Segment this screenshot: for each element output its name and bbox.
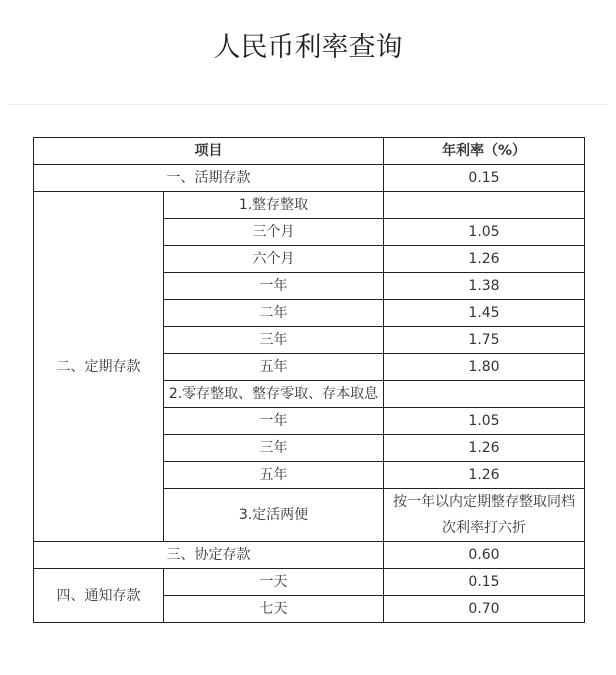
term-cell: 六个月 — [164, 246, 384, 273]
empty-cell — [384, 192, 585, 219]
rate-cell: 1.26 — [384, 246, 585, 273]
huoqi-rate: 0.15 — [384, 165, 585, 192]
table-header-row — [34, 138, 585, 165]
term-cell: 三个月 — [164, 219, 384, 246]
rate-cell: 1.75 — [384, 327, 585, 354]
term-cell: 五年 — [164, 354, 384, 381]
rate-cell: 1.38 — [384, 273, 585, 300]
term-cell: 二年 — [164, 300, 384, 327]
lingcun-title: 2.零存整取、整存零取、存本取息 — [164, 381, 384, 408]
zhengcun-title: 1.整存整取 — [164, 192, 384, 219]
term-cell: 一年 — [164, 408, 384, 435]
term-cell: 五年 — [164, 462, 384, 489]
tongzhi-label: 四、通知存款 — [34, 569, 164, 623]
divider — [8, 104, 608, 105]
interest-rate-table — [33, 137, 585, 623]
huoqi-label: 一、活期存款 — [34, 165, 384, 192]
rate-cell: 1.05 — [384, 408, 585, 435]
rate-cell: 0.70 — [384, 596, 585, 623]
dingqi-label: 二、定期存款 — [34, 192, 164, 542]
table-row — [34, 542, 585, 569]
xieding-label: 三、协定存款 — [34, 542, 384, 569]
rate-cell: 1.45 — [384, 300, 585, 327]
rate-cell: 1.26 — [384, 435, 585, 462]
term-cell: 三年 — [164, 327, 384, 354]
header-item: 项目 — [34, 138, 384, 165]
table-row — [34, 192, 585, 219]
header-rate: 年利率（%） — [384, 138, 585, 165]
rate-cell: 1.80 — [384, 354, 585, 381]
empty-cell — [384, 381, 585, 408]
page-title: 人民币利率查询 — [213, 32, 403, 63]
table-row — [34, 165, 585, 192]
table-row — [34, 569, 585, 596]
rate-cell: 0.15 — [384, 569, 585, 596]
dinghuo-rate: 按一年以内定期整存整取同档次利率打六折 — [384, 489, 585, 542]
rate-cell: 1.05 — [384, 219, 585, 246]
term-cell: 一天 — [164, 569, 384, 596]
xieding-rate: 0.60 — [384, 542, 585, 569]
rate-cell: 1.26 — [384, 462, 585, 489]
dinghuo-title: 3.定活两便 — [164, 489, 384, 542]
term-cell: 七天 — [164, 596, 384, 623]
term-cell: 三年 — [164, 435, 384, 462]
term-cell: 一年 — [164, 273, 384, 300]
